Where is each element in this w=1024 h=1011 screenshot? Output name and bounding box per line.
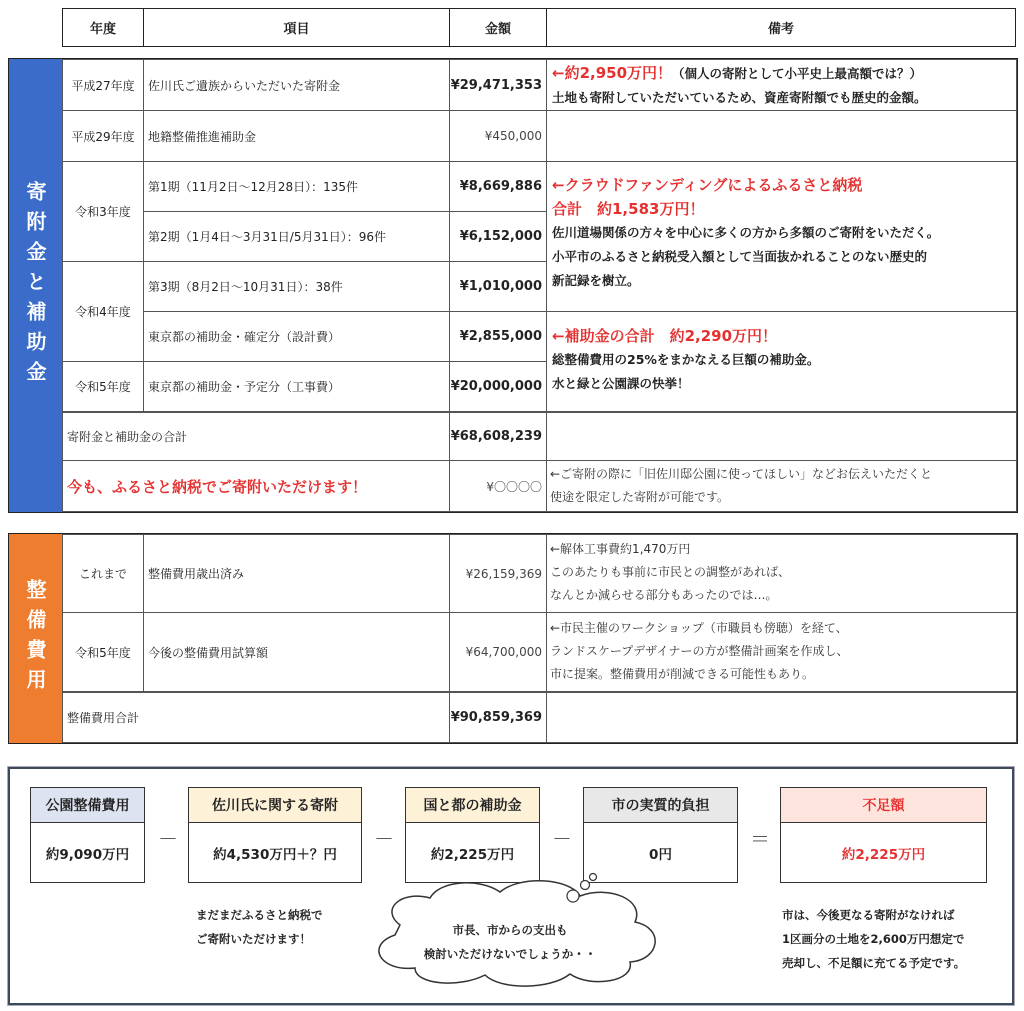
appeal-note bbox=[550, 463, 1014, 509]
donations-total-label: 寄附金と補助金の合計 bbox=[62, 411, 450, 461]
cost-row2-note bbox=[550, 617, 1014, 686]
note-3-total: 合計 約1,583万円！ bbox=[552, 200, 705, 218]
row3-item: 第1期（11月2日～12月28日）：135件 bbox=[143, 161, 450, 212]
header-note: 備考 bbox=[546, 8, 1016, 47]
note-3-line4: 小平市のふるさと納税受入額として当面抜かれることのない歴史的 bbox=[552, 249, 928, 264]
row2-item: 地籍整備推進補助金 bbox=[143, 110, 450, 162]
caption-left-line1: まだまだふるさと納税で bbox=[196, 908, 323, 922]
summary-box-shortfall-value: 約2,225万円 bbox=[841, 847, 926, 863]
summary-box-subsidy bbox=[405, 787, 540, 883]
cost-row1-note-line2: このあたりも事前に市民との調整があれば、 bbox=[550, 565, 791, 579]
donations-total-note bbox=[546, 411, 1017, 461]
row3-amount: ¥8,669,886 bbox=[449, 161, 547, 212]
row7-item: 東京都の補助金・予定分（工事費） bbox=[143, 361, 450, 412]
row2-year: 平成29年度 bbox=[62, 110, 144, 162]
summary-box-park-cost bbox=[30, 787, 145, 883]
appeal-amount: ¥〇〇〇〇 bbox=[449, 460, 547, 512]
note-3-line3: 佐川道場関係の方々を中心に多くの方から多額のご寄附をいただく。 bbox=[552, 225, 940, 240]
summary-box-donation-title: 佐川氏に関する寄附 bbox=[189, 788, 361, 823]
costs-total-label: 整備費用合計 bbox=[62, 691, 450, 743]
note-1-paren: （個人の寄附として小平史上最高額では？） bbox=[672, 66, 923, 81]
note-3-highlight: ←クラウドファンディングによるふるさと納税 bbox=[552, 176, 863, 194]
cost-row1-year: これまで bbox=[62, 534, 144, 613]
donations-total-amount: ¥68,608,239 bbox=[449, 411, 547, 461]
equals-sign: ＝ bbox=[750, 827, 770, 851]
row3-year: 令和3年度 bbox=[62, 161, 144, 262]
cost-row2-item: 今後の整備費用試算額 bbox=[143, 612, 450, 692]
cloud-text-line2: 検討いただけないでしょうか・・ bbox=[423, 947, 597, 961]
summary-box-city-burden-value: 0円 bbox=[649, 847, 672, 863]
row1-year: 平成27年度 bbox=[62, 59, 144, 111]
note-4-line3: 水と緑と公園課の快挙！ bbox=[552, 376, 690, 391]
caption-left-line2: ご寄附いただけます！ bbox=[196, 932, 311, 946]
row5-item: 第3期（8月2日～10月31日）：38件 bbox=[143, 261, 450, 312]
row7-amount: ¥20,000,000 bbox=[449, 361, 547, 412]
summary-box-city-burden bbox=[583, 787, 738, 883]
note-3-line5: 新記録を樹立。 bbox=[552, 273, 640, 288]
section-donations-label: 寄附金と補助金 bbox=[9, 59, 62, 512]
row4-item: 第2期（1月4日～3月31日/5月31日）：96件 bbox=[143, 211, 450, 262]
caption-right-line3: 売却し、不足額に充てる予定です。 bbox=[782, 956, 966, 970]
caption-right-line2: 1区画分の土地を2,600万円想定で bbox=[782, 932, 965, 946]
minus-sign-1: － bbox=[158, 827, 178, 851]
row5-amount: ¥1,010,000 bbox=[449, 261, 547, 312]
note-4-highlight: ←補助金の合計 約2,290万円！ bbox=[552, 327, 778, 345]
note-cell-2 bbox=[546, 110, 1017, 162]
costs-total-note bbox=[546, 691, 1017, 743]
cost-row2-note-line2: ランドスケープデザイナーの方が整備計画案を作成し、 bbox=[550, 644, 849, 658]
note-1-highlight: ←約2,950万円！ bbox=[552, 64, 673, 82]
row4-amount: ¥6,152,000 bbox=[449, 211, 547, 262]
cost-row1-note bbox=[550, 538, 1014, 607]
summary-box-subsidy-title: 国と都の補助金 bbox=[406, 788, 539, 823]
summary-box-donation bbox=[188, 787, 362, 883]
row1-item: 佐川氏ご遺族からいただいた寄附金 bbox=[143, 59, 450, 111]
section-costs-label: 整備費用 bbox=[9, 534, 62, 743]
cost-row1-note-line3: なんとか減らせる部分もあったのでは…。 bbox=[550, 588, 778, 602]
header-amount: 金額 bbox=[449, 8, 547, 47]
row1-amount: ¥29,471,353 bbox=[449, 59, 547, 111]
note-4-line2: 総整備費用の25%をまかなえる巨額の補助金。 bbox=[552, 352, 820, 367]
costs-total-amount: ¥90,859,369 bbox=[449, 691, 547, 743]
caption-right-line1: 市は、今後更なる寄附がなければ bbox=[782, 908, 955, 922]
summary-box-park-cost-value: 約9,090万円 bbox=[45, 847, 130, 863]
summary-box-subsidy-value: 約2,225万円 bbox=[430, 847, 515, 863]
appeal-note-line1: ←ご寄附の際に「旧佐川邸公園に使ってほしい」などお伝えいただくと bbox=[550, 467, 933, 481]
summary-box-park-cost-title: 公園整備費用 bbox=[31, 788, 144, 823]
row6-amount: ¥2,855,000 bbox=[449, 311, 547, 362]
row7-year: 令和5年度 bbox=[62, 361, 144, 412]
header-item: 項目 bbox=[143, 8, 450, 47]
cost-row2-year: 令和5年度 bbox=[62, 612, 144, 692]
note-3 bbox=[548, 173, 1014, 293]
appeal-text: 今も、ふるさと納税でご寄附いただけます！ bbox=[62, 460, 450, 512]
minus-sign-3: － bbox=[552, 827, 572, 851]
minus-sign-2: － bbox=[374, 827, 394, 851]
cost-row1-item: 整備費用歳出済み bbox=[143, 534, 450, 613]
cost-row1-note-line1: ←解体工事費約1,470万円 bbox=[550, 542, 691, 556]
note-1 bbox=[548, 61, 1014, 110]
header-year: 年度 bbox=[62, 8, 144, 47]
summary-box-city-burden-title: 市の実質的負担 bbox=[584, 788, 737, 823]
summary-box-shortfall bbox=[780, 787, 987, 883]
caption-right bbox=[782, 903, 1007, 975]
cost-row2-note-line3: 市に提案。整備費用が削減できる可能性もあり。 bbox=[550, 667, 815, 681]
appeal-note-line2: 使途を限定した寄附が可能です。 bbox=[550, 490, 730, 504]
summary-box-donation-value: 約4,530万円＋？円 bbox=[213, 847, 337, 863]
row5-year: 令和4年度 bbox=[62, 261, 144, 362]
note-4 bbox=[548, 324, 1014, 396]
cost-row1-amount: ¥26,159,369 bbox=[449, 534, 547, 613]
cloud-text-line1: 市長、市からの支出も bbox=[452, 923, 568, 937]
summary-box-shortfall-title: 不足額 bbox=[781, 788, 986, 823]
cost-row2-note-line1: ←市民主催のワークショップ（市職員も傍聴）を経て、 bbox=[550, 621, 848, 635]
cost-row2-amount: ¥64,700,000 bbox=[449, 612, 547, 692]
cloud-text bbox=[390, 918, 630, 966]
row2-amount: ¥450,000 bbox=[449, 110, 547, 162]
note-1-line2: 土地も寄附していただいているため、資産寄附額でも歴史的金額。 bbox=[552, 90, 927, 105]
row6-item: 東京都の補助金・確定分（設計費） bbox=[143, 311, 450, 362]
